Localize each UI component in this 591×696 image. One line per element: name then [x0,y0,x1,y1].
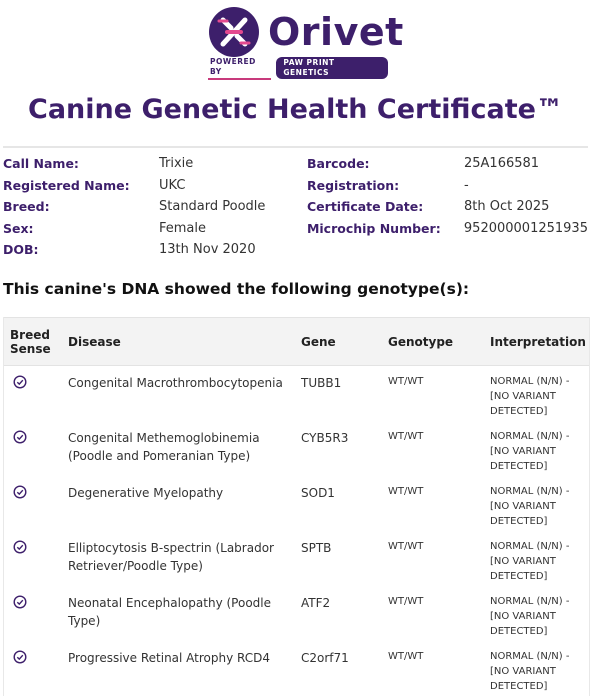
gene-cell: TUBB1 [301,376,342,390]
check-circle-icon [13,650,27,664]
disease-cell: Neonatal Encephalopathy (Poodle Type) [68,596,271,628]
registered-name-label: Registered Name: [3,177,130,193]
genotype-cell: WT/WT [388,541,424,552]
orivet-logo [208,6,404,77]
breed-value: Standard Poodle [159,199,266,215]
genotype-cell: WT/WT [388,431,424,442]
check-circle-icon [13,595,27,609]
registration-label: Registration: [307,177,400,193]
interpretation-cell: NORMAL (N/N) - [NO VARIANT DETECTED] [490,376,570,417]
genotype-cell: WT/WT [388,486,424,497]
powered-by-label: POWERED BY [208,57,271,80]
interpretation-cell: NORMAL (N/N) - [NO VARIANT DETECTED] [490,596,570,637]
genotype-section-title: This canine's DNA showed the following genotype(s): [3,280,470,298]
table-row [4,586,589,641]
brand-name: Orivet [268,10,404,54]
disease-cell: Congenital Macrothrombocytopenia [68,376,283,390]
gene-header: Gene [301,334,336,349]
disease-header: Disease [68,334,121,349]
table-row [4,366,589,421]
microchip-label: Microchip Number: [306,220,441,236]
genotype-header: Genotype [388,334,454,349]
dog-info-panel [3,153,588,261]
certificate-title: Canine Genetic Health Certificate™ [28,94,563,125]
genotype-cell: WT/WT [388,596,424,607]
gene-cell: C2orf71 [301,651,349,665]
table-row [4,476,589,531]
disease-cell: Congenital Methemoglobinemia (Poodle and Pomeranian Type) [68,431,260,463]
table-row [4,421,589,476]
call-name-label: Call Name: [3,156,79,172]
sex-label: Sex: [3,220,34,236]
breed-sense-header: Breed Sense [10,327,51,356]
dna-x-icon [209,7,259,57]
partner-badge: PAW PRINT GENETICS [276,57,388,79]
disease-cell: Elliptocytosis B-spectrin (Labrador Retriever/Poodle Type) [68,541,274,573]
genotype-cell: WT/WT [388,376,424,387]
microchip-value: 952000001251935 [463,220,588,236]
gene-cell: CYB5R3 [301,431,349,445]
barcode-value: 25A166581 [464,156,540,172]
table-row [4,531,589,586]
genotype-cell: WT/WT [388,651,424,662]
divider [3,146,588,148]
check-circle-icon [13,540,27,554]
check-circle-icon [13,375,27,389]
check-circle-icon [13,430,27,444]
interpretation-cell: NORMAL (N/N) - [NO VARIANT DETECTED] [490,431,570,472]
sex-value: Female [158,220,206,236]
registration-value: - [464,177,469,193]
certificate-date-value: 8th Oct 2025 [464,199,550,215]
registered-name-value: UKC [159,177,186,193]
gene-cell: ATF2 [301,596,331,610]
call-name-value: Trixie [159,156,194,172]
barcode-label: Barcode: [307,156,370,172]
dob-value: 13th Nov 2020 [159,242,256,258]
dob-label: DOB: [3,242,39,258]
breed-label: Breed: [3,199,50,215]
interpretation-cell: NORMAL (N/N) - [NO VARIANT DETECTED] [490,486,570,527]
gene-cell: SOD1 [301,486,335,500]
gene-cell: SPTB [301,541,332,555]
genotype-table [3,317,590,696]
interpretation-cell: NORMAL (N/N) - [NO VARIANT DETECTED] [490,651,570,692]
table-row [4,641,589,696]
interpretation-cell: NORMAL (N/N) - [NO VARIANT DETECTED] [490,541,570,582]
table-header [4,317,589,366]
disease-cell: Degenerative Myelopathy [68,486,224,500]
certificate-date-label: Certificate Date: [307,199,424,215]
interpretation-header: Interpretation [490,334,586,349]
check-circle-icon [13,485,27,499]
disease-cell: Progressive Retinal Atrophy RCD4 [68,651,271,665]
